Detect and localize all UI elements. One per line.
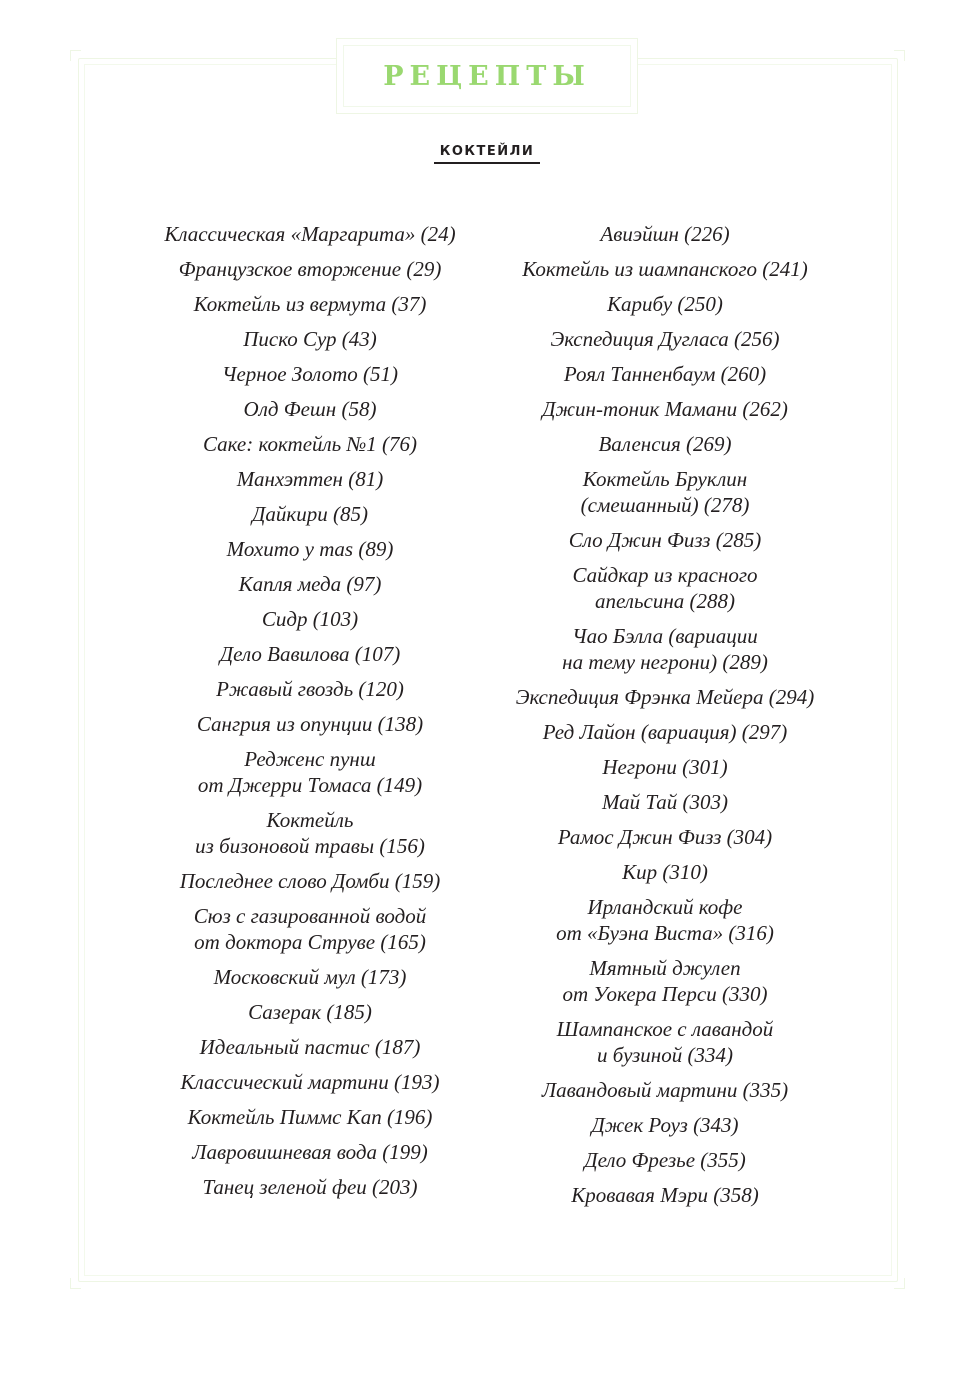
recipe-entry: [140, 746, 480, 798]
recipe-entry-line: Сайдкар из красного: [572, 563, 758, 587]
recipe-entry-line: на тему негрони) (289): [562, 650, 768, 674]
section-heading: [0, 140, 974, 164]
recipe-entry: [140, 361, 480, 387]
recipe-entry: [140, 868, 480, 894]
recipe-entry-line: Манхэттен (81): [236, 467, 384, 491]
recipe-entry-line: от «Буэна Виста» (316): [556, 921, 774, 945]
recipe-entry-line: Авиэйшн (226): [600, 222, 730, 246]
recipe-entry-line: Московский мул (173): [213, 965, 407, 989]
recipe-entry-line: Кир (310): [622, 860, 708, 884]
title-plaque: [336, 38, 638, 114]
recipe-entry: [495, 1016, 835, 1068]
recipe-entry: [140, 1104, 480, 1130]
recipe-entry-line: Сюз с газированной водой: [193, 904, 427, 928]
recipe-entry: [140, 807, 480, 859]
recipe-entry: [140, 1139, 480, 1165]
recipe-entry-line: Лавровишневая вода (199): [192, 1140, 428, 1164]
section-heading-label: КОКТЕЙЛИ: [434, 144, 541, 164]
recipe-entry-line: Сидр (103): [261, 607, 359, 631]
recipe-entry: [140, 1069, 480, 1095]
recipe-entry-line: Классический мартини (193): [180, 1070, 440, 1094]
recipe-entry: [495, 562, 835, 614]
recipe-entry-line: и бузиной (334): [597, 1043, 733, 1067]
recipe-entry-line: из бизоновой травы (156): [195, 834, 425, 858]
recipe-entry-line: Рамос Джин Физз (304): [557, 825, 773, 849]
page-title: РЕЦЕПТЫ: [383, 60, 591, 92]
recipe-entry-line: Коктейль Пиммс Кап (196): [187, 1105, 433, 1129]
recipe-entry-line: от Джерри Томаса (149): [197, 773, 423, 797]
recipe-entry-line: Коктейль Бруклин: [582, 467, 748, 491]
recipe-entry: [140, 964, 480, 990]
recipe-entry: [495, 1112, 835, 1138]
recipe-entry: [495, 684, 835, 710]
recipe-entry: [140, 326, 480, 352]
recipe-entry: [495, 396, 835, 422]
recipe-entry-line: апельсина (288): [595, 589, 735, 613]
recipe-list-right: [495, 221, 835, 1217]
recipe-entry-line: Ред Лайон (вариация) (297): [542, 720, 788, 744]
recipe-entry-line: Черное Золото (51): [222, 362, 398, 386]
recipe-entry: [495, 754, 835, 780]
recipe-entry: [495, 221, 835, 247]
recipe-entry: [140, 606, 480, 632]
frame-corner-ornament: [894, 50, 905, 61]
recipe-entry-line: Мятный джулеп: [589, 956, 741, 980]
recipe-entry-line: Шампанское с лавандой: [556, 1017, 774, 1041]
recipe-entry: [495, 466, 835, 518]
recipe-entry-line: Джек Роуз (343): [591, 1113, 739, 1137]
recipe-list-left: [140, 221, 480, 1209]
recipe-entry: [495, 719, 835, 745]
recipe-entry-line: Капля меда (97): [238, 572, 382, 596]
recipe-entry-line: Коктейль из вермута (37): [193, 292, 427, 316]
title-plaque-inner: [343, 45, 631, 107]
recipe-entry-line: Дайкири (85): [252, 502, 368, 526]
recipe-entry-line: Писко Сур (43): [243, 327, 377, 351]
recipe-entry: [495, 431, 835, 457]
recipe-entry-line: от доктора Струве (165): [194, 930, 426, 954]
recipe-entry-line: Май Тай (303): [601, 790, 729, 814]
recipe-entry-line: Коктейль: [266, 808, 354, 832]
recipe-entry-line: Валенсия (269): [598, 432, 732, 456]
recipe-entry-line: Негрони (301): [602, 755, 728, 779]
frame-corner-ornament: [894, 1278, 905, 1289]
recipe-entry-line: Ирландский кофе: [587, 895, 743, 919]
recipe-entry: [495, 859, 835, 885]
recipe-entry-line: Классическая «Маргарита» (24): [164, 222, 456, 246]
recipe-entry: [140, 711, 480, 737]
recipe-entry: [495, 623, 835, 675]
recipe-entry-line: Ржавый гвоздь (120): [216, 677, 404, 701]
recipe-entry-line: Экспедиция Дугласа (256): [550, 327, 780, 351]
frame-corner-ornament: [70, 50, 81, 61]
recipe-entry: [140, 1034, 480, 1060]
recipe-entry: [495, 824, 835, 850]
recipe-entry-line: (смешанный) (278): [580, 493, 750, 517]
recipe-entry-line: Коктейль из шампанского (241): [522, 257, 808, 281]
recipe-entry-line: Экспедиция Фрэнка Мейера (294): [515, 685, 815, 709]
recipe-entry: [140, 431, 480, 457]
recipe-entry-line: Чао Бэлла (вариации: [572, 624, 758, 648]
recipe-entry-line: Сангрия из опунции (138): [196, 712, 424, 736]
recipe-entry-line: от Уокера Перси (330): [562, 982, 768, 1006]
recipe-entry: [495, 789, 835, 815]
recipe-entry: [140, 571, 480, 597]
recipe-entry-line: Роял Танненбаум (260): [563, 362, 767, 386]
recipe-entry-line: Идеальный пастис (187): [199, 1035, 421, 1059]
recipe-entry: [140, 466, 480, 492]
recipe-entry: [495, 1182, 835, 1208]
recipe-entry: [140, 1174, 480, 1200]
recipe-entry-line: Джин-тоник Мамани (262): [542, 397, 788, 421]
recipe-entry: [495, 291, 835, 317]
recipe-entry-line: Французское вторжение (29): [178, 257, 442, 281]
recipe-entry: [140, 501, 480, 527]
recipe-entry: [140, 396, 480, 422]
recipe-entry: [140, 641, 480, 667]
recipe-entry-line: Мохито у mas (89): [226, 537, 394, 561]
recipe-entry: [495, 1077, 835, 1103]
recipe-entry-line: Сазерак (185): [248, 1000, 372, 1024]
recipe-entry-line: Лавандовый мартини (335): [541, 1078, 789, 1102]
recipe-entry-line: Реджeнс пунш: [244, 747, 376, 771]
recipe-entry-line: Кровавая Мэри (358): [571, 1183, 759, 1207]
recipe-entry: [140, 291, 480, 317]
recipe-entry-line: Карибу (250): [607, 292, 723, 316]
recipe-entry-line: Последнее слово Домби (159): [179, 869, 441, 893]
recipe-entry: [140, 256, 480, 282]
recipe-entry: [140, 536, 480, 562]
recipe-entry: [495, 955, 835, 1007]
recipe-entry: [495, 326, 835, 352]
recipe-entry-line: Танец зеленой феи (203): [202, 1175, 418, 1199]
frame-corner-ornament: [70, 1278, 81, 1289]
recipe-entry: [140, 999, 480, 1025]
recipe-entry: [495, 894, 835, 946]
recipe-entry-line: Саке: коктейль №1 (76): [202, 432, 418, 456]
recipe-entry: [495, 361, 835, 387]
recipe-entry: [495, 527, 835, 553]
recipe-entry: [495, 256, 835, 282]
recipe-entry: [140, 903, 480, 955]
recipe-entry-line: Дело Фрезье (355): [584, 1148, 746, 1172]
recipe-entry-line: Дело Вавилова (107): [219, 642, 401, 666]
recipe-entry: [140, 221, 480, 247]
recipe-entry: [140, 676, 480, 702]
recipe-entry-line: Олд Фешн (58): [243, 397, 377, 421]
recipe-entry-line: Сло Джин Физз (285): [568, 528, 762, 552]
recipe-entry: [495, 1147, 835, 1173]
